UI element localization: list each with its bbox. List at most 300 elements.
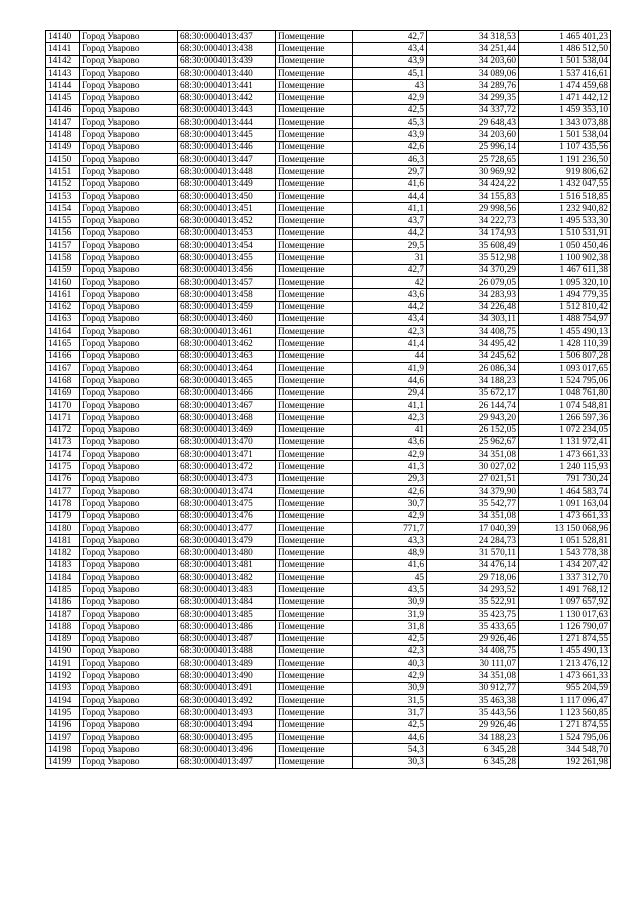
locality-cell: Город Уварово [80,559,178,571]
locality-cell: Город Уварово [80,658,178,670]
object-type-cell: Помещение [276,289,353,301]
table-row [46,178,611,190]
table-row [46,153,611,165]
area-cell: 41 [353,424,427,436]
area-cell: 54,3 [353,744,427,756]
cadastral-value-cell: 1 271 874,55 [519,633,611,645]
cadastral-value-cell: 1 474 459,68 [519,80,611,92]
table-row [46,670,611,682]
locality-cell: Город Уварово [80,363,178,375]
cadastral-value-cell: 1 131 972,41 [519,436,611,448]
table-row [46,55,611,67]
cadastral-number-cell: 68:30:0004013:477 [178,522,276,534]
table-row [46,313,611,325]
specific-value-cell: 34 203,60 [427,129,519,141]
row-number-cell: 14148 [46,129,80,141]
cadastral-number-cell: 68:30:0004013:437 [178,31,276,43]
row-number-cell: 14187 [46,608,80,620]
cadastral-value-cell: 1 095 320,10 [519,276,611,288]
row-number-cell: 14181 [46,535,80,547]
cadastral-value-cell: 1 266 597,36 [519,412,611,424]
locality-cell: Город Уварово [80,264,178,276]
cadastral-number-cell: 68:30:0004013:461 [178,326,276,338]
table-row [46,350,611,362]
row-number-cell: 14160 [46,276,80,288]
object-type-cell: Помещение [276,510,353,522]
cadastral-value-cell: 1 213 476,12 [519,658,611,670]
table-row [46,461,611,473]
row-number-cell: 14140 [46,31,80,43]
row-number-cell: 14157 [46,240,80,252]
locality-cell: Город Уварово [80,498,178,510]
locality-cell: Город Уварово [80,449,178,461]
area-cell: 42,6 [353,141,427,153]
object-type-cell: Помещение [276,178,353,190]
table-row [46,227,611,239]
area-cell: 43,3 [353,535,427,547]
locality-cell: Город Уварово [80,522,178,534]
object-type-cell: Помещение [276,301,353,313]
specific-value-cell: 26 079,05 [427,276,519,288]
cadastral-value-cell: 1 516 518,85 [519,190,611,202]
specific-value-cell: 35 433,65 [427,621,519,633]
area-cell: 44,2 [353,301,427,313]
row-number-cell: 14172 [46,424,80,436]
area-cell: 43,7 [353,215,427,227]
object-type-cell: Помещение [276,584,353,596]
specific-value-cell: 29 648,43 [427,117,519,129]
cadastral-number-cell: 68:30:0004013:488 [178,645,276,657]
row-number-cell: 14197 [46,731,80,743]
row-number-cell: 14156 [46,227,80,239]
row-number-cell: 14150 [46,153,80,165]
locality-cell: Город Уварово [80,252,178,264]
cadastral-value-cell: 1 343 073,88 [519,117,611,129]
cadastral-number-cell: 68:30:0004013:463 [178,350,276,362]
locality-cell: Город Уварово [80,621,178,633]
cadastral-number-cell: 68:30:0004013:443 [178,104,276,116]
area-cell: 42,5 [353,104,427,116]
table-row [46,498,611,510]
object-type-cell: Помещение [276,670,353,682]
area-cell: 42,5 [353,633,427,645]
cadastral-number-cell: 68:30:0004013:481 [178,559,276,571]
area-cell: 45,3 [353,117,427,129]
specific-value-cell: 30 912,77 [427,682,519,694]
cadastral-number-cell: 68:30:0004013:494 [178,719,276,731]
cadastral-number-cell: 68:30:0004013:492 [178,695,276,707]
locality-cell: Город Уварово [80,92,178,104]
area-cell: 31,9 [353,608,427,620]
object-type-cell: Помещение [276,338,353,350]
row-number-cell: 14184 [46,572,80,584]
row-number-cell: 14168 [46,375,80,387]
locality-cell: Город Уварово [80,240,178,252]
area-cell: 30,9 [353,596,427,608]
table-row [46,412,611,424]
locality-cell: Город Уварово [80,695,178,707]
area-cell: 44,4 [353,190,427,202]
object-type-cell: Помещение [276,572,353,584]
row-number-cell: 14164 [46,326,80,338]
locality-cell: Город Уварово [80,719,178,731]
row-number-cell: 14169 [46,387,80,399]
row-number-cell: 14142 [46,55,80,67]
table-row [46,572,611,584]
row-number-cell: 14174 [46,449,80,461]
area-cell: 41,6 [353,178,427,190]
area-cell: 42,9 [353,92,427,104]
table-row [46,289,611,301]
row-number-cell: 14196 [46,719,80,731]
row-number-cell: 14149 [46,141,80,153]
table-row [46,276,611,288]
row-number-cell: 14198 [46,744,80,756]
locality-cell: Город Уварово [80,289,178,301]
row-number-cell: 14194 [46,695,80,707]
row-number-cell: 14153 [46,190,80,202]
specific-value-cell: 25 728,65 [427,153,519,165]
cadastral-number-cell: 68:30:0004013:446 [178,141,276,153]
specific-value-cell: 6 345,28 [427,756,519,768]
locality-cell: Город Уварово [80,338,178,350]
cadastral-number-cell: 68:30:0004013:486 [178,621,276,633]
object-type-cell: Помещение [276,621,353,633]
cadastral-value-cell: 1 473 661,33 [519,670,611,682]
cadastral-value-cell: 1 491 768,12 [519,584,611,596]
specific-value-cell: 34 303,11 [427,313,519,325]
table-row [46,264,611,276]
cadastral-value-cell: 1 495 533,30 [519,215,611,227]
locality-cell: Город Уварово [80,399,178,411]
table-row [46,387,611,399]
cadastral-number-cell: 68:30:0004013:497 [178,756,276,768]
specific-value-cell: 35 512,98 [427,252,519,264]
table-row [46,129,611,141]
table-row [46,338,611,350]
area-cell: 29,3 [353,473,427,485]
object-type-cell: Помещение [276,756,353,768]
cadastral-value-cell: 1 091 163,04 [519,498,611,510]
cadastral-number-cell: 68:30:0004013:482 [178,572,276,584]
table-row [46,436,611,448]
cadastral-value-cell: 192 261,98 [519,756,611,768]
specific-value-cell: 34 495,42 [427,338,519,350]
cadastral-number-cell: 68:30:0004013:484 [178,596,276,608]
cadastral-number-cell: 68:30:0004013:496 [178,744,276,756]
object-type-cell: Помещение [276,117,353,129]
cadastral-number-cell: 68:30:0004013:459 [178,301,276,313]
object-type-cell: Помещение [276,141,353,153]
object-type-cell: Помещение [276,350,353,362]
object-type-cell: Помещение [276,264,353,276]
object-type-cell: Помещение [276,313,353,325]
specific-value-cell: 26 152,05 [427,424,519,436]
table-row [46,166,611,178]
specific-value-cell: 26 086,34 [427,363,519,375]
row-number-cell: 14165 [46,338,80,350]
cadastral-number-cell: 68:30:0004013:483 [178,584,276,596]
table-row [46,584,611,596]
specific-value-cell: 35 608,49 [427,240,519,252]
table-row [46,141,611,153]
row-number-cell: 14189 [46,633,80,645]
row-number-cell: 14175 [46,461,80,473]
row-number-cell: 14144 [46,80,80,92]
table-row [46,252,611,264]
row-number-cell: 14162 [46,301,80,313]
cadastral-value-cell: 1 455 490,13 [519,326,611,338]
area-cell: 48,9 [353,547,427,559]
table-row [46,424,611,436]
specific-value-cell: 25 962,67 [427,436,519,448]
object-type-cell: Помещение [276,55,353,67]
object-type-cell: Помещение [276,522,353,534]
row-number-cell: 14192 [46,670,80,682]
table-row [46,215,611,227]
row-number-cell: 14182 [46,547,80,559]
locality-cell: Город Уварово [80,166,178,178]
locality-cell: Город Уварово [80,744,178,756]
table-row [46,301,611,313]
object-type-cell: Помещение [276,215,353,227]
cadastral-value-cell: 1 093 017,65 [519,363,611,375]
specific-value-cell: 34 351,08 [427,449,519,461]
object-type-cell: Помещение [276,424,353,436]
specific-value-cell: 34 424,22 [427,178,519,190]
table-row [46,190,611,202]
row-number-cell: 14183 [46,559,80,571]
specific-value-cell: 35 672,17 [427,387,519,399]
cadastral-value-cell: 919 806,62 [519,166,611,178]
cadastral-value-cell: 1 512 810,42 [519,301,611,313]
object-type-cell: Помещение [276,252,353,264]
cadastral-number-cell: 68:30:0004013:453 [178,227,276,239]
object-type-cell: Помещение [276,658,353,670]
row-number-cell: 14146 [46,104,80,116]
row-number-cell: 14141 [46,43,80,55]
cadastral-number-cell: 68:30:0004013:469 [178,424,276,436]
specific-value-cell: 25 996,14 [427,141,519,153]
table-row [46,608,611,620]
cadastral-number-cell: 68:30:0004013:471 [178,449,276,461]
specific-value-cell: 29 943,20 [427,412,519,424]
specific-value-cell: 34 351,08 [427,510,519,522]
object-type-cell: Помещение [276,436,353,448]
specific-value-cell: 34 251,44 [427,43,519,55]
area-cell: 42,3 [353,326,427,338]
cadastral-number-cell: 68:30:0004013:440 [178,67,276,79]
table-row [46,756,611,768]
cadastral-number-cell: 68:30:0004013:438 [178,43,276,55]
specific-value-cell: 34 203,60 [427,55,519,67]
area-cell: 41,6 [353,559,427,571]
locality-cell: Город Уварово [80,178,178,190]
row-number-cell: 14178 [46,498,80,510]
cadastral-value-cell: 1 107 435,56 [519,141,611,153]
object-type-cell: Помещение [276,227,353,239]
locality-cell: Город Уварово [80,535,178,547]
row-number-cell: 14186 [46,596,80,608]
table-row [46,203,611,215]
table-row [46,522,611,534]
locality-cell: Город Уварово [80,104,178,116]
cadastral-number-cell: 68:30:0004013:470 [178,436,276,448]
table-row [46,375,611,387]
cadastral-value-cell: 1 072 234,05 [519,424,611,436]
area-cell: 40,3 [353,658,427,670]
locality-cell: Город Уварово [80,485,178,497]
locality-cell: Город Уварово [80,301,178,313]
area-cell: 42,9 [353,510,427,522]
area-cell: 41,3 [353,461,427,473]
area-cell: 42 [353,276,427,288]
area-cell: 42,3 [353,412,427,424]
cadastral-value-cell: 1 501 538,04 [519,129,611,141]
table-row [46,621,611,633]
cadastral-number-cell: 68:30:0004013:457 [178,276,276,288]
cadastral-number-cell: 68:30:0004013:452 [178,215,276,227]
cadastral-number-cell: 68:30:0004013:476 [178,510,276,522]
object-type-cell: Помещение [276,203,353,215]
cadastral-value-cell: 1 473 661,33 [519,510,611,522]
object-type-cell: Помещение [276,596,353,608]
object-type-cell: Помещение [276,190,353,202]
row-number-cell: 14177 [46,485,80,497]
area-cell: 45,1 [353,67,427,79]
cadastral-value-cell: 1 074 548,81 [519,399,611,411]
object-type-cell: Помещение [276,744,353,756]
object-type-cell: Помещение [276,719,353,731]
locality-cell: Город Уварово [80,412,178,424]
specific-value-cell: 30 111,07 [427,658,519,670]
specific-value-cell: 27 021,51 [427,473,519,485]
area-cell: 45 [353,572,427,584]
locality-cell: Город Уварово [80,203,178,215]
locality-cell: Город Уварово [80,633,178,645]
area-cell: 41,9 [353,363,427,375]
area-cell: 42,6 [353,485,427,497]
row-number-cell: 14180 [46,522,80,534]
cadastral-number-cell: 68:30:0004013:454 [178,240,276,252]
area-cell: 43,6 [353,436,427,448]
cadastral-number-cell: 68:30:0004013:451 [178,203,276,215]
cadastral-number-cell: 68:30:0004013:460 [178,313,276,325]
area-cell: 42,9 [353,670,427,682]
table-row [46,547,611,559]
cadastral-value-cell: 1 455 490,13 [519,645,611,657]
specific-value-cell: 34 226,48 [427,301,519,313]
row-number-cell: 14171 [46,412,80,424]
table-row [46,682,611,694]
table-row [46,633,611,645]
table-row [46,473,611,485]
table-row [46,104,611,116]
row-number-cell: 14191 [46,658,80,670]
cadastral-value-cell: 344 548,70 [519,744,611,756]
object-type-cell: Помещение [276,559,353,571]
table-row [46,719,611,731]
cadastral-value-cell: 1 130 017,63 [519,608,611,620]
area-cell: 42,7 [353,264,427,276]
row-number-cell: 14145 [46,92,80,104]
cadastral-number-cell: 68:30:0004013:445 [178,129,276,141]
row-number-cell: 14170 [46,399,80,411]
object-type-cell: Помещение [276,485,353,497]
locality-cell: Город Уварово [80,67,178,79]
cadastral-value-cell: 1 464 583,74 [519,485,611,497]
specific-value-cell: 29 998,56 [427,203,519,215]
area-cell: 31 [353,252,427,264]
area-cell: 31,5 [353,695,427,707]
cadastral-value-cell: 1 100 902,38 [519,252,611,264]
area-cell: 44,6 [353,375,427,387]
locality-cell: Город Уварово [80,387,178,399]
cadastral-value-cell: 1 191 236,50 [519,153,611,165]
area-cell: 42,5 [353,719,427,731]
table-row [46,744,611,756]
table-row [46,449,611,461]
specific-value-cell: 29 926,46 [427,633,519,645]
object-type-cell: Помещение [276,363,353,375]
object-type-cell: Помещение [276,461,353,473]
cadastral-number-cell: 68:30:0004013:456 [178,264,276,276]
area-cell: 29,5 [353,240,427,252]
area-cell: 43,4 [353,313,427,325]
specific-value-cell: 35 522,91 [427,596,519,608]
locality-cell: Город Уварово [80,608,178,620]
cadastral-number-cell: 68:30:0004013:495 [178,731,276,743]
locality-cell: Город Уварово [80,55,178,67]
cadastral-number-cell: 68:30:0004013:462 [178,338,276,350]
row-number-cell: 14143 [46,67,80,79]
cadastral-number-cell: 68:30:0004013:464 [178,363,276,375]
locality-cell: Город Уварово [80,153,178,165]
cadastral-number-cell: 68:30:0004013:479 [178,535,276,547]
area-cell: 42,7 [353,31,427,43]
row-number-cell: 14155 [46,215,80,227]
table-row [46,535,611,547]
row-number-cell: 14173 [46,436,80,448]
cadastral-value-cell: 1 051 528,81 [519,535,611,547]
object-type-cell: Помещение [276,326,353,338]
cadastral-number-cell: 68:30:0004013:473 [178,473,276,485]
row-number-cell: 14147 [46,117,80,129]
object-type-cell: Помещение [276,645,353,657]
area-cell: 771,7 [353,522,427,534]
specific-value-cell: 34 222,73 [427,215,519,227]
specific-value-cell: 34 289,76 [427,80,519,92]
specific-value-cell: 34 188,23 [427,731,519,743]
specific-value-cell: 34 370,29 [427,264,519,276]
cadastral-number-cell: 68:30:0004013:485 [178,608,276,620]
cadastral-value-cell: 1 050 450,46 [519,240,611,252]
cadastral-number-cell: 68:30:0004013:491 [178,682,276,694]
specific-value-cell: 34 351,08 [427,670,519,682]
locality-cell: Город Уварово [80,43,178,55]
locality-cell: Город Уварово [80,215,178,227]
cadastral-number-cell: 68:30:0004013:493 [178,707,276,719]
specific-value-cell: 34 476,14 [427,559,519,571]
cadastral-value-cell: 1 467 611,38 [519,264,611,276]
row-number-cell: 14193 [46,682,80,694]
object-type-cell: Помещение [276,92,353,104]
object-type-cell: Помещение [276,498,353,510]
cadastral-number-cell: 68:30:0004013:468 [178,412,276,424]
row-number-cell: 14163 [46,313,80,325]
specific-value-cell: 6 345,28 [427,744,519,756]
cadastral-number-cell: 68:30:0004013:442 [178,92,276,104]
